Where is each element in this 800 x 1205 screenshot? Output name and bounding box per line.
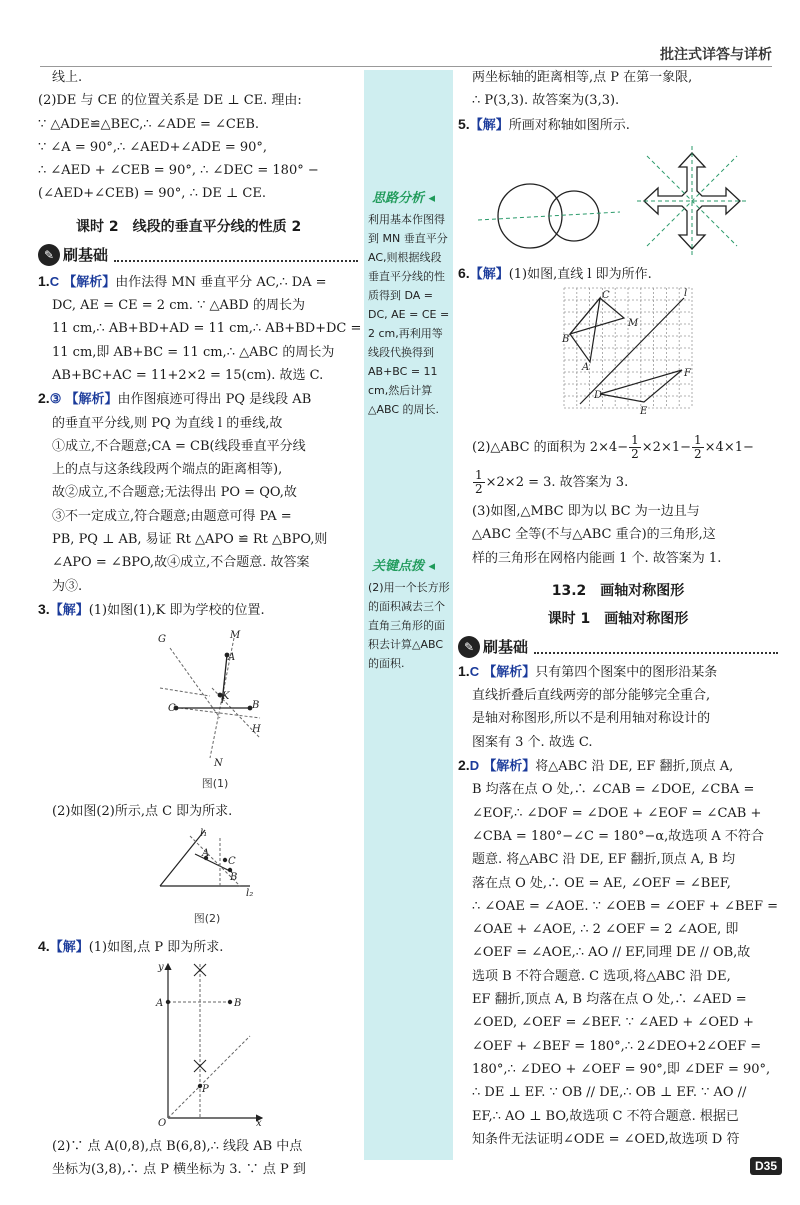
analysis-tag: 【解析】 bbox=[65, 392, 118, 408]
text-line: ∠OAE + ∠AOE, ∴ 2 ∠OEF = 2 ∠AOE, 即 bbox=[472, 922, 739, 938]
question-number: 2. bbox=[38, 390, 50, 407]
svg-text:l: l bbox=[684, 288, 688, 299]
lesson-title: 课时 2 线段的垂直平分线的性质 2 bbox=[76, 218, 302, 235]
dotted-divider bbox=[114, 248, 358, 262]
svg-text:l₂: l₂ bbox=[246, 888, 254, 898]
text-line: 11 cm,∴ AB+BD+AD = 11 cm,∴ AB+BD+DC = bbox=[52, 321, 362, 337]
left-column bbox=[38, 66, 362, 622]
question-6-continued bbox=[458, 430, 778, 1151]
text-line: 上的点与这条线段两个端点的距离相等), bbox=[52, 462, 283, 478]
text-line: PB, PQ ⊥ AB, 易证 Rt △APO ≌ Rt △BPO,则 bbox=[52, 532, 328, 548]
text-line: (3)如图,△MBC 即为以 BC 为一边且与 bbox=[472, 504, 700, 519]
svg-text:C: C bbox=[168, 703, 176, 714]
svg-text:P: P bbox=[202, 1084, 209, 1095]
text-line: ∵ △ADE≌△BEC,∴ ∠ADE = ∠CEB. bbox=[38, 116, 260, 132]
solution-tag: 【解】 bbox=[469, 267, 509, 282]
svg-text:E: E bbox=[640, 406, 648, 416]
practice-icon: ✎ bbox=[458, 636, 480, 658]
figure-1-caption: 图(1) bbox=[201, 777, 229, 790]
figure-2 bbox=[150, 826, 260, 898]
svg-text:B: B bbox=[562, 334, 570, 345]
text-line: 直线折叠后直线两旁的部分能够完全重合, bbox=[472, 688, 711, 704]
analysis-tag: 【解析】 bbox=[483, 664, 536, 680]
text-line: ∠OEF + ∠BEF = 180°,∴ 2∠DEO+2∠OEF = bbox=[472, 1038, 762, 1054]
svg-text:B: B bbox=[230, 872, 238, 883]
svg-text:C: C bbox=[602, 290, 610, 301]
svg-text:C: C bbox=[228, 856, 236, 867]
badge-label: 刷基础 bbox=[63, 246, 109, 265]
sidebar-heading-thinking: 思路分析 ◂ bbox=[372, 191, 436, 206]
text-line: ∠EOF,∴ ∠DOF = ∠DOE + ∠EOF = ∠CAB + bbox=[472, 805, 762, 821]
text-line: 线上. bbox=[52, 70, 83, 85]
svg-text:G: G bbox=[158, 634, 166, 645]
text-line: B 均落在点 O 处,∴ ∠CAB = ∠DOE, ∠CBA = bbox=[472, 782, 755, 798]
badge-label: 刷基础 bbox=[483, 638, 529, 657]
question-5 bbox=[458, 113, 778, 137]
text-line: AB+BC+AC = 11+2×2 = 15(cm). 故选 C. bbox=[52, 367, 324, 383]
question-number: 4. bbox=[38, 938, 50, 954]
svg-text:A: A bbox=[228, 652, 236, 663]
solution-tag: 【解】 bbox=[49, 602, 89, 618]
text-line: 样的三角形在网格内能画 1 个. 故答案为 1. bbox=[472, 550, 722, 566]
text-line: 知条件无法证明∠ODE = ∠OED,故选项 D 符 bbox=[472, 1131, 740, 1147]
svg-text:B: B bbox=[234, 998, 242, 1009]
page-header-title: 批注式详答与详析 bbox=[660, 47, 772, 63]
svg-text:H: H bbox=[252, 724, 261, 735]
text-line: 两坐标轴的距离相等,点 P 在第一象限, bbox=[472, 70, 693, 85]
practice-icon: ✎ bbox=[38, 244, 60, 266]
text-line: ∵ ∠A = 90°,∴ ∠AED+∠ADE = 90°, bbox=[38, 139, 268, 155]
question-number: 2. bbox=[458, 757, 470, 774]
text-line: DC, AE = CE = 2 cm. ∵ △ABD 的周长为 bbox=[52, 298, 305, 314]
svg-text:x: x bbox=[256, 1118, 262, 1128]
question-4 bbox=[38, 935, 223, 959]
text-line: ∠APO = ∠BPO,故④成立,不合题意. 故答案 bbox=[52, 555, 310, 571]
answer-choice: C bbox=[469, 663, 480, 679]
svg-text:K: K bbox=[222, 691, 230, 702]
svg-text:O: O bbox=[158, 1118, 167, 1128]
figure-coordinate-plane bbox=[150, 958, 270, 1128]
figure-symmetry-axes bbox=[470, 146, 790, 256]
text-line: 落在点 O 处,∴ OE = AE, ∠OEF = ∠BEF, bbox=[472, 875, 731, 891]
text-line: 选项 B 不符合题意. C 选项,将△ABC 沿 DE, bbox=[472, 968, 731, 984]
dotted-divider bbox=[534, 640, 778, 654]
question-6 bbox=[458, 262, 652, 286]
text-line: 180°,∴ ∠DEO + ∠OEF = 90°,即 ∠DEF = 90°, bbox=[472, 1061, 771, 1077]
arrow-icon: ◂ bbox=[424, 559, 436, 574]
text-line: 是轴对称图形,所以不是利用轴对称设计的 bbox=[472, 711, 711, 727]
svg-text:B: B bbox=[252, 700, 260, 711]
svg-text:y: y bbox=[158, 962, 164, 973]
fraction: $\frac{1}{2}$ bbox=[694, 432, 702, 461]
svg-text:A: A bbox=[202, 848, 210, 859]
problem-2 bbox=[458, 754, 778, 1151]
question-number: 1. bbox=[458, 662, 470, 679]
text-line: (∠AED+∠CEB) = 90°, ∴ DE ⊥ CE. bbox=[38, 186, 266, 202]
text-line: 所画对称轴如图所示. bbox=[508, 117, 630, 133]
text-line: ①成立,不合题意;CA = CB(线段垂直平分线 bbox=[52, 438, 306, 454]
fraction: $\frac{1}{2}$ bbox=[631, 432, 639, 461]
question-number: 5. bbox=[458, 115, 470, 132]
arrow-icon: ◂ bbox=[424, 191, 436, 206]
text-line: 将△ABC 沿 DE, EF 翻折,顶点 A, bbox=[535, 759, 734, 775]
answer-choice: D bbox=[469, 758, 480, 774]
page-number: D35 bbox=[750, 1157, 782, 1175]
solution-tag: 【解】 bbox=[469, 117, 509, 133]
fraction: $\frac{1}{2}$ bbox=[475, 467, 483, 496]
text-line: ∴ P(3,3). 故答案为(3,3). bbox=[472, 93, 620, 109]
svg-text:N: N bbox=[214, 758, 223, 768]
figure-2-caption: 图(2) bbox=[193, 912, 221, 925]
section-title: 13.2 画轴对称图形 bbox=[551, 582, 685, 599]
svg-text:D: D bbox=[594, 390, 603, 401]
text-line: (1)如图,直线 l 即为所作. bbox=[508, 267, 652, 282]
question-number: 3. bbox=[38, 600, 50, 617]
text-line: (1)如图(1),K 即为学校的位置. bbox=[88, 602, 265, 618]
text-line: (2)如图(2)所示,点 C 即为所求. bbox=[52, 804, 233, 819]
text-line: (2)∵ 点 A(0,8),点 B(6,8),∴ 线段 AB 中点 bbox=[52, 1139, 303, 1154]
text-line: 11 cm,即 AB+BC = 11 cm,∴ △ABC 的周长为 bbox=[52, 344, 335, 360]
svg-text:A: A bbox=[582, 362, 590, 373]
text-line: 故②成立,不合题意;无法得出 PO = QO,故 bbox=[52, 485, 297, 501]
question-number: 6. bbox=[458, 265, 470, 281]
text-line: 只有第四个图案中的图形沿某条 bbox=[535, 664, 718, 680]
text-line: EF,∴ AO ⊥ BO,故选项 C 不符合题意. 根据已 bbox=[472, 1108, 739, 1124]
right-column bbox=[458, 66, 778, 137]
text-line: 题意. 将△ABC 沿 DE, EF 翻折,顶点 A, B 均 bbox=[472, 852, 736, 868]
area-line-2: $\frac{1}{2}$ ×2×2 = 3. 故答案为 3. bbox=[475, 467, 629, 496]
figure-1 bbox=[150, 628, 280, 768]
text-line: (1)如图,点 P 即为所求. bbox=[88, 940, 224, 955]
text-line: ∴ ∠OAE = ∠AOE. ∵ ∠OEB = ∠OEF + ∠BEF = bbox=[472, 898, 779, 914]
text-line: ∴ DE ⊥ EF. ∵ OB // DE,∴ OB ⊥ EF. ∵ AO // bbox=[472, 1085, 747, 1101]
text-line: 坐标为(3,8),∴ 点 P 横坐标为 3. ∵ 点 P 到 bbox=[52, 1162, 306, 1178]
text-line: 由作法得 MN 垂直平分 AC,∴ DA = bbox=[115, 274, 327, 290]
sidebar-note-thinking: 利用基本作图得到 MN 垂直平分 AC,则根据线段垂直平分线的性质得到 DA = DC, AE = CE = 2 cm,再利用等线段代换得到 AB+BC = 11 cm,然后计算△ABC 的周长. bbox=[368, 213, 450, 416]
sidebar-note-key-point: (2)用一个长方形的面积减去三个直角三角形的面积去计算△ABC 的面积. bbox=[368, 581, 450, 670]
text-line: ∴ ∠AED + ∠CEB = 90°, ∴ ∠DEC = 180° − bbox=[38, 163, 319, 179]
text-line: ∠OED, ∠OEF = ∠BEF. ∵ ∠AED + ∠OED + bbox=[472, 1015, 754, 1031]
text-line: 的垂直平分线,则 PQ 为直线 l 的垂线,故 bbox=[52, 415, 283, 431]
answer-choice: C bbox=[49, 273, 60, 289]
answer-choice: ③ bbox=[49, 391, 62, 407]
svg-text:l₁: l₁ bbox=[200, 828, 208, 839]
text-line: (2)DE 与 CE 的位置关系是 DE ⊥ CE. 理由: bbox=[38, 93, 302, 109]
text-line: 由作图痕迹可得出 PQ 是线段 AB bbox=[117, 392, 312, 408]
question-2 bbox=[38, 387, 358, 598]
svg-text:M: M bbox=[628, 318, 639, 329]
practice-badge bbox=[458, 636, 778, 658]
text-line: 为③. bbox=[52, 578, 83, 594]
problem-1 bbox=[458, 660, 778, 754]
text-line: EF 翻折,顶点 A, B 均落在点 O 处,∴ ∠AED = bbox=[472, 992, 747, 1008]
practice-badge bbox=[38, 244, 358, 266]
svg-text:A: A bbox=[156, 998, 164, 1009]
text-line: 图案有 3 个. 故选 C. bbox=[472, 734, 593, 750]
question-3 bbox=[38, 598, 358, 622]
lesson-title: 课时 1 画轴对称图形 bbox=[547, 610, 689, 627]
analysis-tag: 【解析】 bbox=[483, 759, 536, 775]
text-line: ∠OEF = ∠AOE,∴ AO // EF,同理 DE // OB,故 bbox=[472, 945, 751, 961]
text-line: △ABC 全等(不与△ABC 重合)的三角形,这 bbox=[472, 527, 716, 543]
question-1 bbox=[38, 270, 362, 387]
sidebar-heading-key-point: 关键点拨 ◂ bbox=[372, 559, 436, 574]
question-4-continued bbox=[52, 1135, 306, 1182]
text-line: ∠CBA = 180°−∠C = 180°−α,故选项 A 不符合 bbox=[472, 828, 764, 844]
question-number: 1. bbox=[38, 272, 50, 289]
text-line: ③不一定成立,符合题意;由题意可得 PA = bbox=[52, 508, 292, 524]
solution-tag: 【解】 bbox=[49, 940, 89, 955]
area-line: (2)△ABC 的面积为 2×4− $\frac{1}{2}$ ×2×1− $\frac{1}{2}$ ×4×1− bbox=[472, 432, 754, 461]
analysis-tag: 【解析】 bbox=[63, 274, 116, 290]
svg-text:F: F bbox=[684, 368, 691, 379]
svg-text:M: M bbox=[230, 630, 241, 641]
figure-grid bbox=[560, 284, 700, 416]
